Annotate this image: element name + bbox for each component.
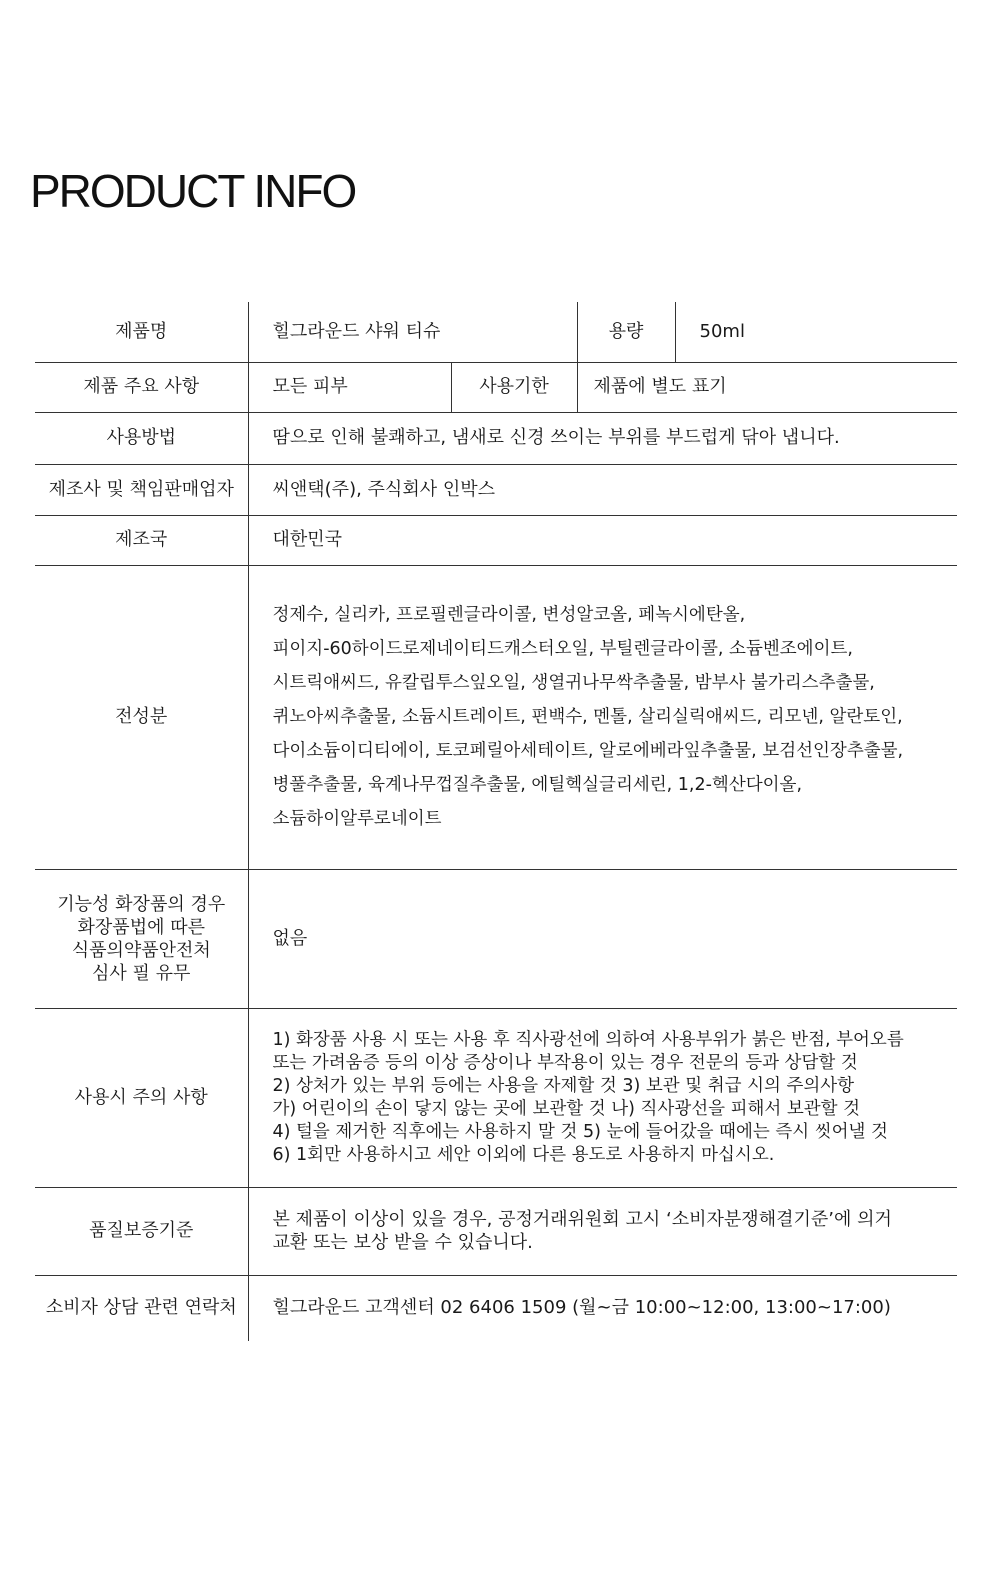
functional-label-line: 심사 필 유무 [92,962,191,984]
contact-label: 소비자 상담 관련 연락처 [45,1297,237,1319]
row-functional [35,869,957,1008]
ingredients-value [248,565,957,869]
ingredients-line: 다이소듐이디티에이, 토코페릴아세테이트, 알로에베라잎추출물, 보검선인장추출물, [272,741,904,761]
main-spec-label: 제품 주요 사항 [35,362,248,412]
contact-value: 힐그라운드 고객센터 02 6406 1509 (월~금 10:00~12:00, 13:00~17:00) [248,1275,957,1341]
volume-value: 50ml [675,302,957,362]
row-cautions [35,1008,957,1187]
manufacturer-label: 제조사 및 책임판매업자 [35,464,248,515]
product-name-label: 제품명 [35,302,248,362]
page-title: PRODUCT INFO [30,165,356,217]
quality-value [248,1187,957,1275]
expiry-value: 제품에 별도 표기 [577,362,957,412]
functional-label [35,869,248,1008]
ingredients-line: 병풀추출물, 육계나무껍질추출물, 에틸헥실글리세린, 1,2-헥산다이올, [272,775,803,795]
ingredients-line: 소듐하이알루로네이트 [272,809,442,829]
quality-line: 본 제품이 이상이 있을 경우, 공정거래위원회 고시 ‘소비자분쟁해결기준’에 의거 [272,1209,892,1230]
row-quality [35,1187,957,1275]
row-main-spec [35,362,957,412]
ingredients-line: 퀴노아씨추출물, 소듐시트레이트, 편백수, 멘톨, 살리실릭애씨드, 리모넨, 알란토인, [272,707,903,727]
functional-label-line: 화장품법에 따른 [77,916,205,938]
country-value: 대한민국 [248,515,957,565]
cautions-line: 또는 가려움증 등의 이상 증상이나 부작용이 있는 경우 전문의 등과 상담할 것 [272,1052,858,1073]
cautions-line: 1) 화장품 사용 시 또는 사용 후 직사광선에 의하여 사용부위가 붉은 반점, 부어오름 [272,1029,904,1050]
row-product-name [35,302,957,362]
usage-value: 땀으로 인해 불쾌하고, 냄새로 신경 쓰이는 부위를 부드럽게 닦아 냅니다. [248,412,957,464]
manufacturer-value: 씨앤택(주), 주식회사 인박스 [248,464,957,515]
row-manufacturer [35,464,957,515]
functional-value: 없음 [248,869,957,1008]
product-name-value: 힐그라운드 샤워 티슈 [248,302,577,362]
cautions-line: 4) 털을 제거한 직후에는 사용하지 말 것 5) 눈에 들어갔을 때에는 즉시 씻어낼 것 [272,1121,888,1142]
cautions-label: 사용시 주의 사항 [35,1008,248,1187]
ingredients-line: 시트릭애씨드, 유칼립투스잎오일, 생열귀나무싹추출물, 밤부사 불가리스추출물, [272,673,875,693]
row-ingredients [35,565,957,869]
cautions-line: 2) 상처가 있는 부위 등에는 사용을 자제할 것 3) 보관 및 취급 시의 주의사항 [272,1075,855,1096]
ingredients-label: 전성분 [35,565,248,869]
usage-label: 사용방법 [35,412,248,464]
product-info-table [35,302,957,1341]
ingredients-line: 피이지-60하이드로제네이티드캐스터오일, 부틸렌글라이콜, 소듐벤조에이트, [272,639,853,659]
cautions-value [248,1008,957,1187]
country-label: 제조국 [35,515,248,565]
cautions-line: 가) 어린이의 손이 닿지 않는 곳에 보관할 것 나) 직사광선을 피해서 보관할 것 [272,1098,861,1119]
main-spec-value: 모든 피부 [248,362,451,412]
functional-label-line: 기능성 화장품의 경우 [57,893,226,915]
quality-label: 품질보증기준 [35,1187,248,1275]
functional-label-line: 식품의약품안전처 [71,939,211,961]
row-usage [35,412,957,464]
quality-line: 교환 또는 보상 받을 수 있습니다. [272,1232,533,1253]
row-country [35,515,957,565]
ingredients-line: 정제수, 실리카, 프로필렌글라이콜, 변성알코올, 페녹시에탄올, [272,605,746,625]
cautions-line: 6) 1회만 사용하시고 세안 이외에 다른 용도로 사용하지 마십시오. [272,1144,775,1165]
row-contact [35,1275,957,1341]
volume-label: 용량 [577,302,675,362]
expiry-label: 사용기한 [451,362,577,412]
